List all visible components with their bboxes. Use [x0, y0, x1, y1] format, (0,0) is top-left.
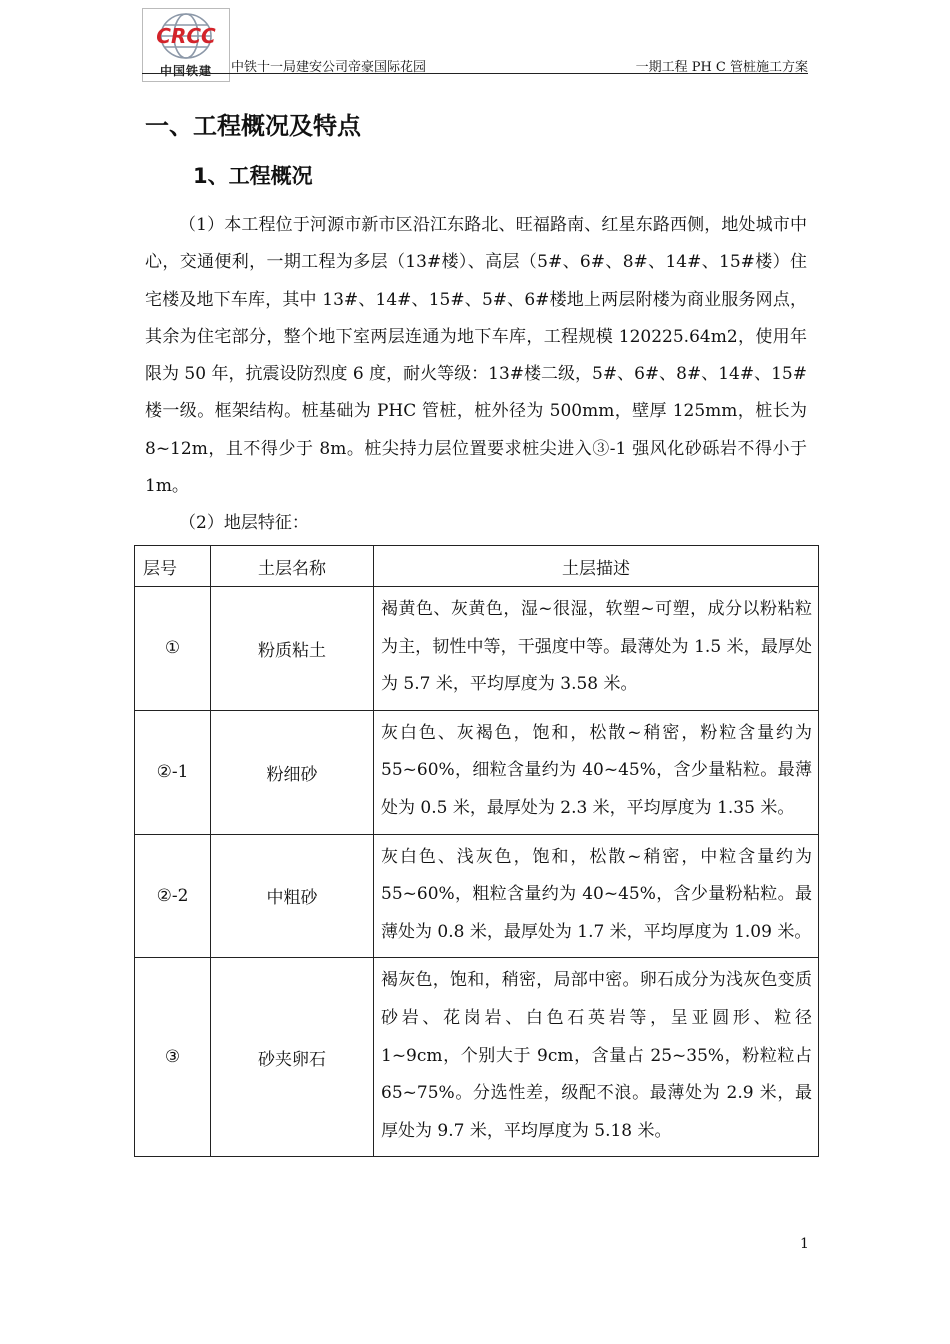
soil-description: 灰白色、灰褐色，饱和，松散~稍密，粉粒含量约为 55~60%，细粒含量约为 40~45%，含少量粘粒。最薄处为 0.5 米，最厚处为 2.3 米，平均厚度为 1.35 米。 — [374, 710, 819, 834]
page-number: 1 — [800, 1236, 809, 1252]
subsection-heading: 1、工程概况 — [193, 164, 313, 188]
column-header-soil-name: 土层名称 — [211, 546, 374, 587]
strata-label: （2）地层特征： — [179, 513, 309, 533]
project-overview-paragraph: （1）本工程位于河源市新市区沿江东路北、旺福路南、红星东路西侧，地处城市中心，交通便利，一期工程为多层（13#楼）、高层（5#、6#、8#、14#、15#楼）住宅楼及地下车库，其中 13#、14#、15#、5#、6#楼地上两层附楼为商业服务网点，其余为住宅部分，整个地下室两层连通为地下车库，工程规模 120225.64m2，使用年限为 50 年，抗震设防烈度 6 度，耐火等级：13#楼二级，5#、6#、8#、14#、15#楼一级。框架结构。桩基础为 PHC 管桩，桩外径为 500mm，壁厚 125mm，桩长为 8~12m，且不得少于 8m。桩尖持力层位置要求桩尖进入③-1 强风化砂砾岩不得小于 1m。 — [145, 215, 807, 497]
table-row — [135, 587, 819, 711]
header-divider — [142, 73, 808, 74]
company-logo — [142, 8, 230, 82]
soil-name: 中粗砂 — [211, 834, 374, 958]
table-row — [135, 710, 819, 834]
table-row — [135, 834, 819, 958]
logo-wordmark: CRCC — [156, 24, 216, 48]
layer-number: ②-1 — [135, 710, 211, 834]
soil-description: 褐灰色，饱和，稍密，局部中密。卵石成分为浅灰色变质砂岩、花岗岩、白色石英岩等，呈亚圆形、粒径 1~9cm，个别大于 9cm，含量占 25~35%，粉粒粒占 65~75%。分选性差，级配不浪。最薄处为 2.9 米，最厚处为 9.7 米，平均厚度为 5.18 米。 — [374, 958, 819, 1157]
header-company: 中铁十一局建安公司帝豪国际花园 — [231, 60, 427, 75]
section-heading: 一、工程概况及特点 — [145, 112, 361, 140]
column-header-layer-no: 层号 — [135, 546, 211, 587]
header-document-title: 一期工程 PH C 管桩施工方案 — [635, 60, 808, 75]
layer-number: ②-2 — [135, 834, 211, 958]
table-header-row — [135, 546, 819, 587]
soil-description: 灰白色、浅灰色，饱和，松散~稍密，中粒含量约为 55~60%，粗粒含量约为 40~45%，含少量粉粘粒。最薄处为 0.8 米，最厚处为 1.7 米，平均厚度为 1.09 米。 — [374, 834, 819, 958]
soil-layer-table — [134, 545, 819, 1157]
soil-name: 砂夹卵石 — [211, 958, 374, 1157]
logo-subtext: 中国铁建 — [159, 64, 212, 78]
soil-name: 粉细砂 — [211, 710, 374, 834]
table-row — [135, 958, 819, 1157]
crcc-globe-icon — [143, 9, 229, 65]
layer-number: ① — [135, 587, 211, 711]
layer-number: ③ — [135, 958, 211, 1157]
soil-name: 粉质粘土 — [211, 587, 374, 711]
column-header-description: 土层描述 — [374, 546, 819, 587]
soil-description: 褐黄色、灰黄色，湿~很湿，软塑~可塑，成分以粉粘粒为主，韧性中等，干强度中等。最薄处为 1.5 米，最厚处为 5.7 米，平均厚度为 3.58 米。 — [374, 587, 819, 711]
